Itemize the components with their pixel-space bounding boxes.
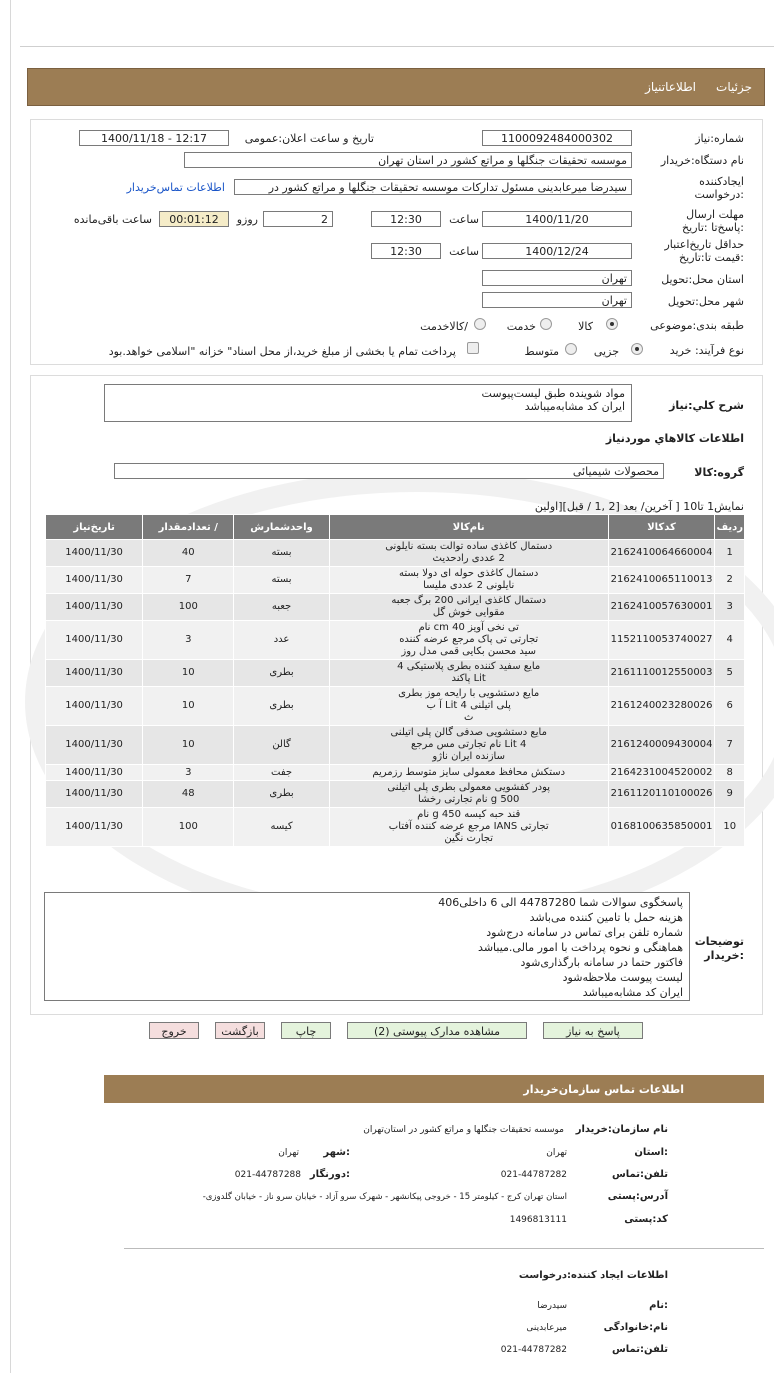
table-row (46, 726, 745, 765)
cell-name-line: ث (463, 712, 474, 723)
cell-unit: کیسه (234, 808, 329, 847)
cell-unit: جعبه (234, 594, 329, 621)
cell-name-line: پلی اتیلنی 4 Lit آ ب (426, 700, 511, 711)
category-label: طبقه بندی:موضوعی (650, 319, 744, 332)
remaining-label: ساعت باقی‌مانده (73, 213, 152, 226)
contact-postal-value: 1496813111 (509, 1215, 567, 1225)
cell-name (329, 540, 608, 567)
cell-date: 1400/11/30 (46, 765, 143, 781)
cell-code: 2162410065110013 (608, 567, 715, 594)
category-service-label: خدمت (506, 320, 536, 333)
creator-phone-label: تلفن:تماس (611, 1344, 668, 1355)
cell-row-number: 3 (715, 594, 745, 621)
cell-qty: 48 (143, 781, 234, 808)
cell-date: 1400/11/30 (46, 808, 143, 847)
contact-city-label: :شهر (323, 1147, 350, 1158)
need-number-label: شماره:نیاز (695, 132, 744, 145)
cell-date: 1400/11/30 (46, 594, 143, 621)
buyer-org-label: نام دستگاه:خریدار (660, 154, 744, 167)
cell-name-line: تجارتی تی پاک مرجع عرضه کننده (399, 634, 539, 645)
cell-code: 2164231004520002 (608, 765, 715, 781)
creator-label: ایجادکننده :درخواست (694, 175, 744, 201)
buyer-note-line: ایران کد مشابه‌میباشد (582, 986, 683, 999)
cell-name-line: قند حبه کیسه 450 g نام (417, 809, 521, 820)
buyer-note-line: پاسخگوی سوالات شما 44787280 الی 6 داخلی406 (438, 896, 683, 909)
validity-time-label: ساعت (449, 245, 479, 258)
col-code: کدکالا (608, 515, 715, 540)
city-field: تهران (482, 292, 632, 308)
cell-code: 2161110012550003 (608, 660, 715, 687)
cell-row-number: 2 (715, 567, 745, 594)
cell-name-line: مایع دستشویی با رایحه موز بطری (398, 688, 540, 699)
cell-code: 2161120110100026 (608, 781, 715, 808)
cell-name-line: مایع سفید کننده بطری پلاستیکی 4 (397, 661, 541, 672)
cell-unit: بسته (234, 567, 329, 594)
province-field: تهران (482, 270, 632, 286)
cell-code: 2161240009430004 (608, 726, 715, 765)
summary-label: شرح کلي:نياز (669, 399, 744, 412)
buyer-notes-label: توضیحات :خریدار (694, 935, 744, 962)
contact-province-label: :استان (634, 1147, 668, 1158)
tab-details[interactable]: جزئیات (716, 80, 752, 94)
validity-time-field: 12:30 (371, 243, 441, 259)
buyer-note-line: هزینه حمل با تامین کننده می‌باشد (529, 911, 683, 924)
cell-code: 2161240023280026 (608, 687, 715, 726)
need-number-field: 1100092484000302 (482, 130, 632, 146)
cell-code: 2162410057630001 (608, 594, 715, 621)
cell-row-number: 10 (715, 808, 745, 847)
creator-section-title: اطلاعات ایجاد کننده:درخواست (518, 1270, 668, 1281)
cell-name-line: نایلونی 2 عددی ملیسا (423, 580, 515, 591)
cell-name-line: Lit پاکند (451, 673, 486, 684)
table-row (46, 808, 745, 847)
exit-button[interactable]: خروج (149, 1022, 199, 1039)
summary-line-1: مواد شوینده طبق لیست‌پیوست (481, 387, 625, 400)
goods-table-header (46, 515, 745, 540)
cell-unit: بطری (234, 660, 329, 687)
contact-fax-label: :دورنگار (309, 1169, 350, 1180)
contact-org-value: موسسه تحقیقات جنگلها و مراتع کشور در استان‌تهران (363, 1125, 564, 1135)
contact-phone-label: تلفن:تماس (611, 1169, 668, 1180)
summary-box (104, 384, 632, 422)
creator-family-value: میرعابدینی (526, 1323, 567, 1333)
buyer-contact-link[interactable]: اطلاعات تماس‌خریدار (126, 181, 225, 194)
page-left-border (10, 0, 11, 1373)
tab-need-info[interactable]: اطلاعاتنیاز (645, 80, 696, 94)
contact-fax-value: 021-44787288 (234, 1170, 301, 1180)
view-attachments-button[interactable]: مشاهده مدارک پیوستی (2) (347, 1022, 527, 1039)
cell-name-line: تجارتی IANS مرجع عرضه کننده آفتاب (388, 821, 549, 832)
category-service-radio[interactable] (540, 318, 552, 330)
contact-org-label: نام سازمان:خریدار (575, 1124, 668, 1135)
cell-row-number: 1 (715, 540, 745, 567)
cell-qty: 100 (143, 808, 234, 847)
cell-row-number: 5 (715, 660, 745, 687)
validity-date-field: 1400/12/24 (482, 243, 632, 259)
cell-name (329, 567, 608, 594)
cell-name (329, 687, 608, 726)
back-button[interactable]: بازگشت (215, 1022, 265, 1039)
col-name: نام‌کالا (329, 515, 608, 540)
cell-row-number: 4 (715, 621, 745, 660)
process-partial-label: جزیی (593, 345, 619, 358)
table-row (46, 687, 745, 726)
cell-row-number: 6 (715, 687, 745, 726)
cell-qty: 10 (143, 660, 234, 687)
announce-field: 1400/11/18 - 12:17 (79, 130, 229, 146)
creator-family-label: نام:خانوادگی (603, 1322, 668, 1333)
reply-date-field: 1400/11/20 (482, 211, 632, 227)
cell-name-line: سازنده ایران ناژو (432, 751, 505, 762)
cell-date: 1400/11/30 (46, 540, 143, 567)
cell-name (329, 594, 608, 621)
cell-qty: 3 (143, 621, 234, 660)
cell-name-line: 2 عددی رادحدیث (432, 553, 505, 564)
cell-row-number: 8 (715, 765, 745, 781)
top-divider (20, 46, 774, 47)
treasury-payment-checkbox[interactable] (467, 342, 479, 354)
process-label: نوع فرآیند: خرید (669, 344, 744, 357)
cell-code: 2162410064660004 (608, 540, 715, 567)
cell-date: 1400/11/30 (46, 621, 143, 660)
contact-province-value: تهران (546, 1148, 567, 1158)
cell-date: 1400/11/30 (46, 781, 143, 808)
cell-unit: بسته (234, 540, 329, 567)
cell-unit: جفت (234, 765, 329, 781)
col-date: تاریخ‌نیاز (46, 515, 143, 540)
category-both-label: /کالاخدمت (420, 320, 468, 333)
process-medium-radio[interactable] (565, 343, 577, 355)
cell-name-line: دستمال کاغذی ایرانی 200 برگ جعبه (391, 595, 547, 606)
cell-name (329, 808, 608, 847)
cell-date: 1400/11/30 (46, 567, 143, 594)
goods-section-title: اطلاعات كالاهاي موردنياز (605, 432, 744, 445)
col-unit: واحدشمارش (234, 515, 329, 540)
province-label: استان محل:تحویل (661, 273, 744, 286)
cell-name-line: مقوایی خوش گل (432, 607, 505, 618)
process-partial-radio[interactable] (631, 343, 643, 355)
cell-name-line: دستکش محافظ معمولی سایز متوسط رزمریم (372, 766, 566, 778)
cell-name-line: مایع دستشویی صدفی گالن پلی اتیلنی (390, 727, 547, 738)
cell-name (329, 726, 608, 765)
reply-time-label: ساعت (449, 213, 479, 226)
cell-date: 1400/11/30 (46, 660, 143, 687)
table-row (46, 594, 745, 621)
col-qty: / تعدادمقدار (143, 515, 234, 540)
goods-group-label: گروه:کالا (694, 466, 744, 479)
col-row: ردیف (715, 515, 745, 540)
cell-date: 1400/11/30 (46, 726, 143, 765)
cell-qty: 7 (143, 567, 234, 594)
cell-name-line: 500 g نام تجارتی رخشا (417, 794, 520, 805)
contact-postal-label: کد:پستی (624, 1214, 668, 1225)
table-row (46, 765, 745, 781)
print-button[interactable]: چاپ (281, 1022, 331, 1039)
buyer-note-line: لیست پیوست ملاحظه‌شود (562, 971, 683, 984)
buyer-notes-box (44, 892, 690, 1001)
cell-name-line: دستمال کاغذی حوله ای دولا بسته (399, 568, 539, 579)
days-label: روزو (236, 213, 258, 226)
cell-code: 0168100635850001 (608, 808, 715, 847)
table-row (46, 540, 745, 567)
cell-name-line: تی نخی آویز 40 cm نام (418, 622, 519, 633)
goods-group-field: محصولات شیمیائی (114, 463, 664, 479)
creator-phone-value: 021-44787282 (500, 1345, 567, 1355)
cell-qty: 10 (143, 726, 234, 765)
buyer-note-line: هماهنگی و نحوه پرداخت با امور مالی.میباشد (478, 941, 683, 954)
validity-label: حداقل تاریخ‌اعتبار :قیمت تا:تاریخ (664, 238, 744, 264)
goods-table (45, 514, 745, 847)
summary-line-2: ایران کد مشابه‌میباشد (524, 400, 625, 413)
table-row (46, 621, 745, 660)
contact-title: اطلاعات تماس سازمان‌خریدار (523, 1083, 684, 1096)
pagination[interactable]: نمایش1 تا10 [ آخرین/ بعد [2 ,1 / قبل][اولین (534, 500, 744, 513)
cell-row-number: 7 (715, 726, 745, 765)
cell-name-line: پودر کفشویی معمولی بطری پلی اتیلنی (387, 782, 551, 793)
creator-name-label: :نام (649, 1300, 668, 1311)
creator-name-value: سیدرضا (537, 1301, 567, 1311)
cell-qty: 10 (143, 687, 234, 726)
category-both-radio[interactable] (474, 318, 486, 330)
table-row (46, 781, 745, 808)
cell-unit: بطری (234, 781, 329, 808)
cell-unit: عدد (234, 621, 329, 660)
process-medium-label: متوسط (524, 345, 559, 358)
cell-row-number: 9 (715, 781, 745, 808)
category-goods-label: کالا (578, 320, 593, 333)
buyer-note-line: فاکتور حتما در سامانه بارگذاری‌شود (520, 956, 683, 969)
reply-deadline-label: مهلت ارسال :پاسخ‌تا :تاریخ (682, 208, 744, 234)
remaining-time-field: 00:01:12 (159, 211, 229, 227)
cell-unit: بطری (234, 687, 329, 726)
cell-qty: 40 (143, 540, 234, 567)
header-bar (27, 68, 765, 106)
contact-separator (124, 1248, 764, 1249)
cell-name-line: دستمال کاغذی ساده توالت بسته نایلونی (385, 541, 553, 552)
cell-qty: 100 (143, 594, 234, 621)
buyer-note-line: شماره تلفن برای تماس در سامانه درج‌شود (486, 926, 683, 939)
buyer-org-field: موسسه تحقیقات جنگلها و مراتع کشور در استان تهران (184, 152, 632, 168)
cell-name (329, 621, 608, 660)
payment-note: پرداخت تمام یا بخشی از مبلغ خرید،از محل اسناد" خزانه "اسلامی خواهد.بود (108, 345, 456, 358)
contact-phone-value: 021-44787282 (500, 1170, 567, 1180)
cell-name-line: 4 Lit نام تجارتی مس مرجع (411, 739, 527, 750)
days-field: 2 (263, 211, 333, 227)
cell-qty: 3 (143, 765, 234, 781)
contact-bar (104, 1075, 764, 1103)
table-row (46, 660, 745, 687)
cell-date: 1400/11/30 (46, 687, 143, 726)
reply-time-field: 12:30 (371, 211, 441, 227)
cell-name (329, 660, 608, 687)
cell-code: 1152110053740027 (608, 621, 715, 660)
cell-name-line: تجارت نگین (444, 833, 494, 844)
cell-unit: گالن (234, 726, 329, 765)
city-label: شهر محل:تحویل (667, 295, 744, 308)
cell-name-line: سید محسن بکایی قمی مدل روز (401, 646, 536, 657)
contact-city-value: تهران (278, 1148, 299, 1158)
contact-address-label: آدرس:پستی (607, 1191, 668, 1202)
category-goods-radio[interactable] (606, 318, 618, 330)
creator-field: سیدرضا میرعابدینی مسئول تدارکات موسسه تحقیقات جنگلها و مراتع کشور در (234, 179, 632, 195)
cell-name (329, 765, 608, 781)
cell-name (329, 781, 608, 808)
table-row (46, 567, 745, 594)
reply-button[interactable]: پاسخ به نیاز (543, 1022, 643, 1039)
contact-address-value: استان تهران کرج - کیلومتر 15 - خروجی پیکانشهر - شهرک سرو آزاد - خیابان سرو ناز - خیابان گلدوزی- (202, 1192, 567, 1202)
announce-label: تاریخ و ساعت اعلان:عمومی (244, 132, 374, 145)
